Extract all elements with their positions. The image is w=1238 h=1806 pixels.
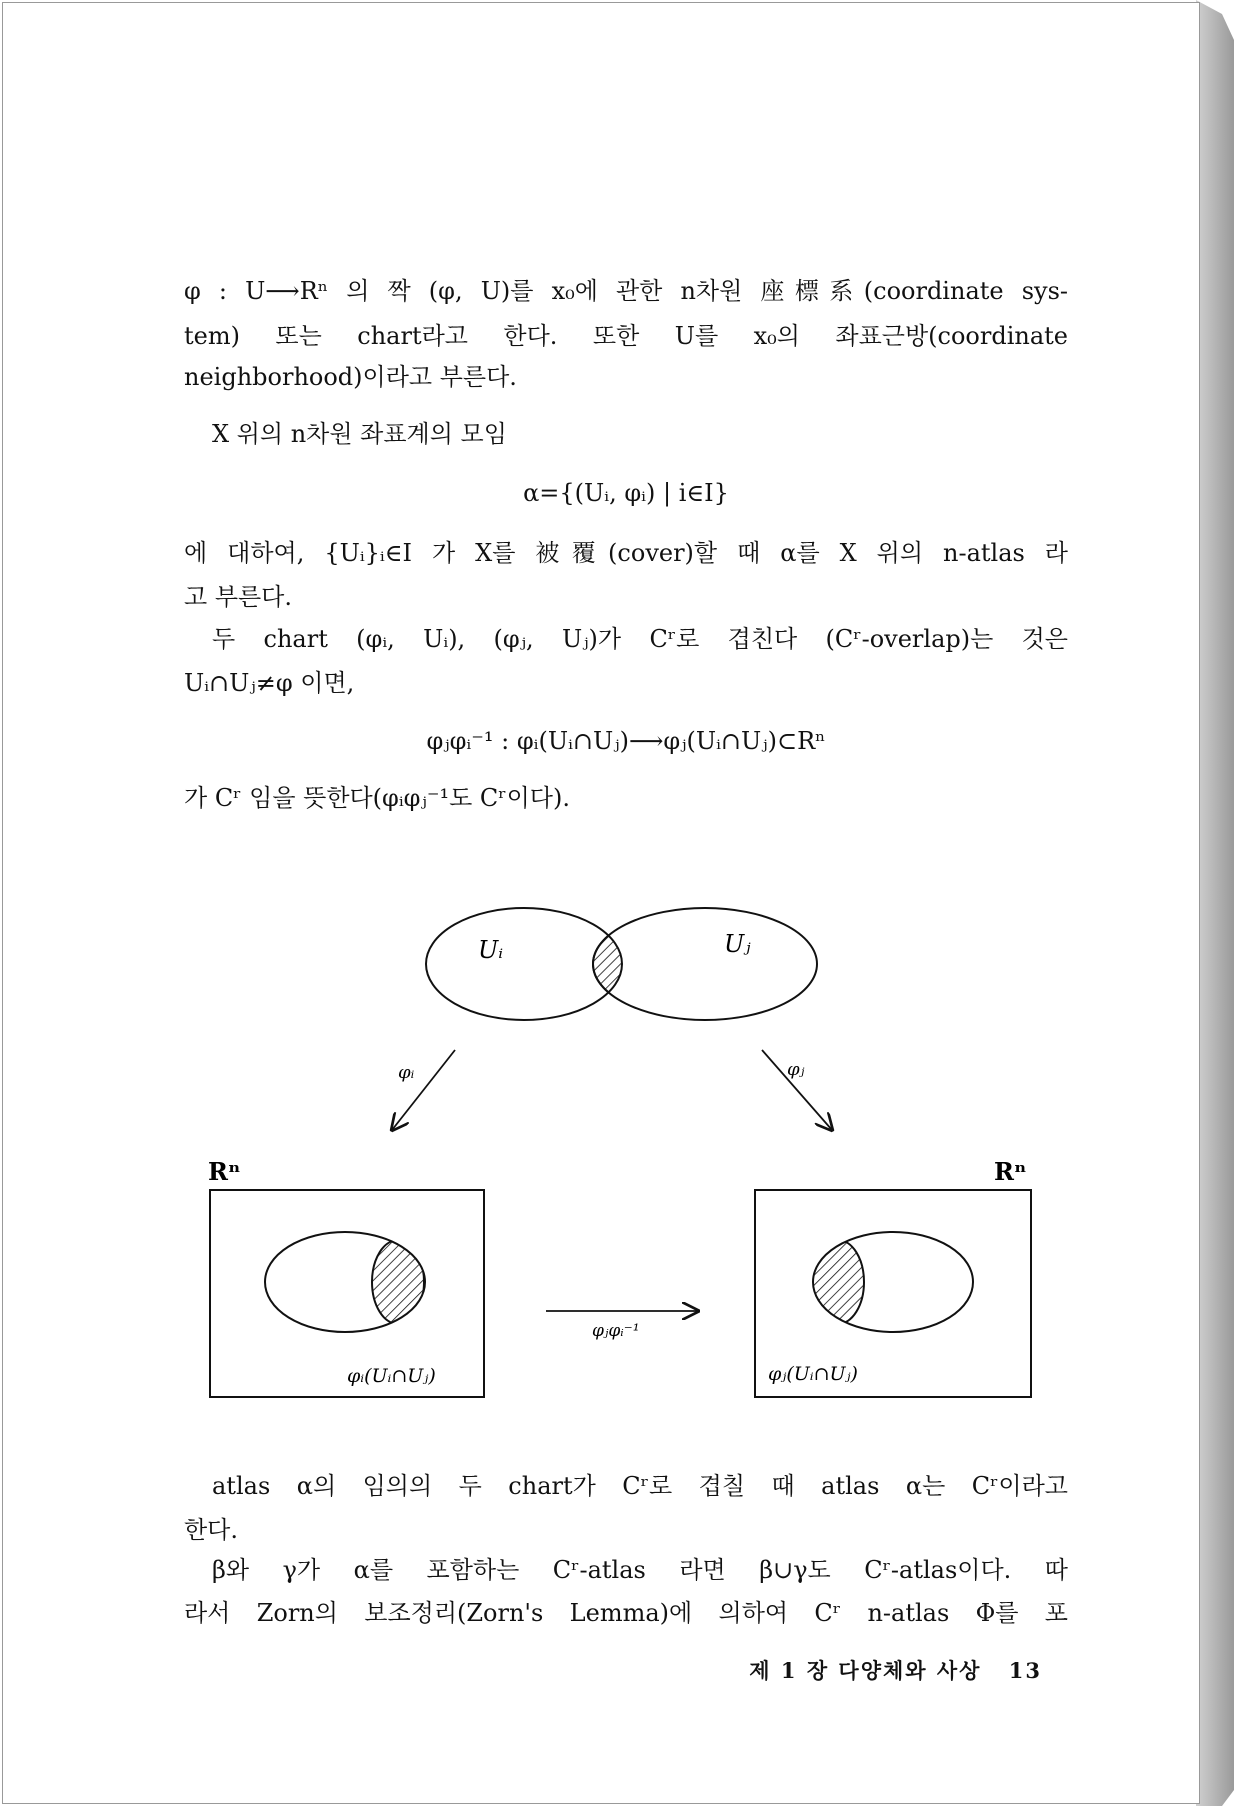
map-i-label: φᵢ [398,1062,415,1083]
formula-atlas: α={(Uᵢ, φᵢ) | i∈I} [523,479,729,507]
chart-overlap-diagram [0,880,1238,1420]
set-uj-ellipse [593,908,817,1020]
formula-transition: φⱼφᵢ⁻¹ : φᵢ(Uᵢ∩Uⱼ)⟶φⱼ(Uᵢ∩Uⱼ)⊂Rⁿ [426,727,826,755]
image-i-label: φᵢ(Uᵢ∩Uⱼ) [347,1365,436,1387]
set-uj-label: Uⱼ [724,930,751,958]
image-j-hatch [812,1240,864,1324]
text-line: φ : U⟶Rⁿ 의 짝 (φ, U)를 x₀에 관한 n차원 座標系(coordinate sys- [184,277,1068,305]
text-line: 고 부른다. [184,583,292,611]
text-line: 한다. [184,1516,238,1544]
running-head: 제 1 장 다양체와 사상 [749,1658,982,1683]
page-number: 13 [1008,1658,1042,1683]
map-j-label: φⱼ [787,1059,805,1080]
transition-label: φⱼφᵢ⁻¹ [592,1321,640,1341]
text-line: Uᵢ∩Uⱼ≠φ 이면, [184,669,355,697]
text-line: 에 대하여, {Uᵢ}ᵢ∈I 가 X를 被覆(cover)할 때 α를 X 위의 n-atlas 라 [184,539,1068,567]
text-line: X 위의 n차원 좌표계의 모임 [212,420,507,448]
text-line: neighborhood)이라고 부른다. [184,363,517,391]
page-footer [749,1655,1042,1685]
text-line: 두 chart (φᵢ, Uᵢ), (φⱼ, Uⱼ)가 Cʳ로 겹친다 (Cʳ-overlap)는 것은 [212,625,1068,653]
text-line: 가 Cʳ 임을 뜻한다(φᵢφⱼ⁻¹도 Cʳ이다). [184,784,570,812]
rn-right-label: Rⁿ [994,1157,1027,1186]
image-j-label: φⱼ(Uᵢ∩Uⱼ) [768,1363,858,1385]
text-line: tem) 또는 chart라고 한다. 또한 U를 x₀의 좌표근방(coordinate [184,322,1068,350]
rn-left-label: Rⁿ [208,1157,241,1186]
text-line: 라서 Zorn의 보조정리(Zorn's Lemma)에 의하여 Cʳ n-atlas Φ를 포 [184,1599,1068,1627]
image-i-hatch [372,1240,424,1324]
text-line: β와 γ가 α를 포함하는 Cʳ-atlas 라면 β∪γ도 Cʳ-atlas이다. 따 [212,1556,1068,1584]
set-ellipses [426,908,817,1020]
text-line: atlas α의 임의의 두 chart가 Cʳ로 겹칠 때 atlas α는 Cʳ이라고 [212,1472,1068,1500]
set-ui-label: Uᵢ [478,936,504,964]
